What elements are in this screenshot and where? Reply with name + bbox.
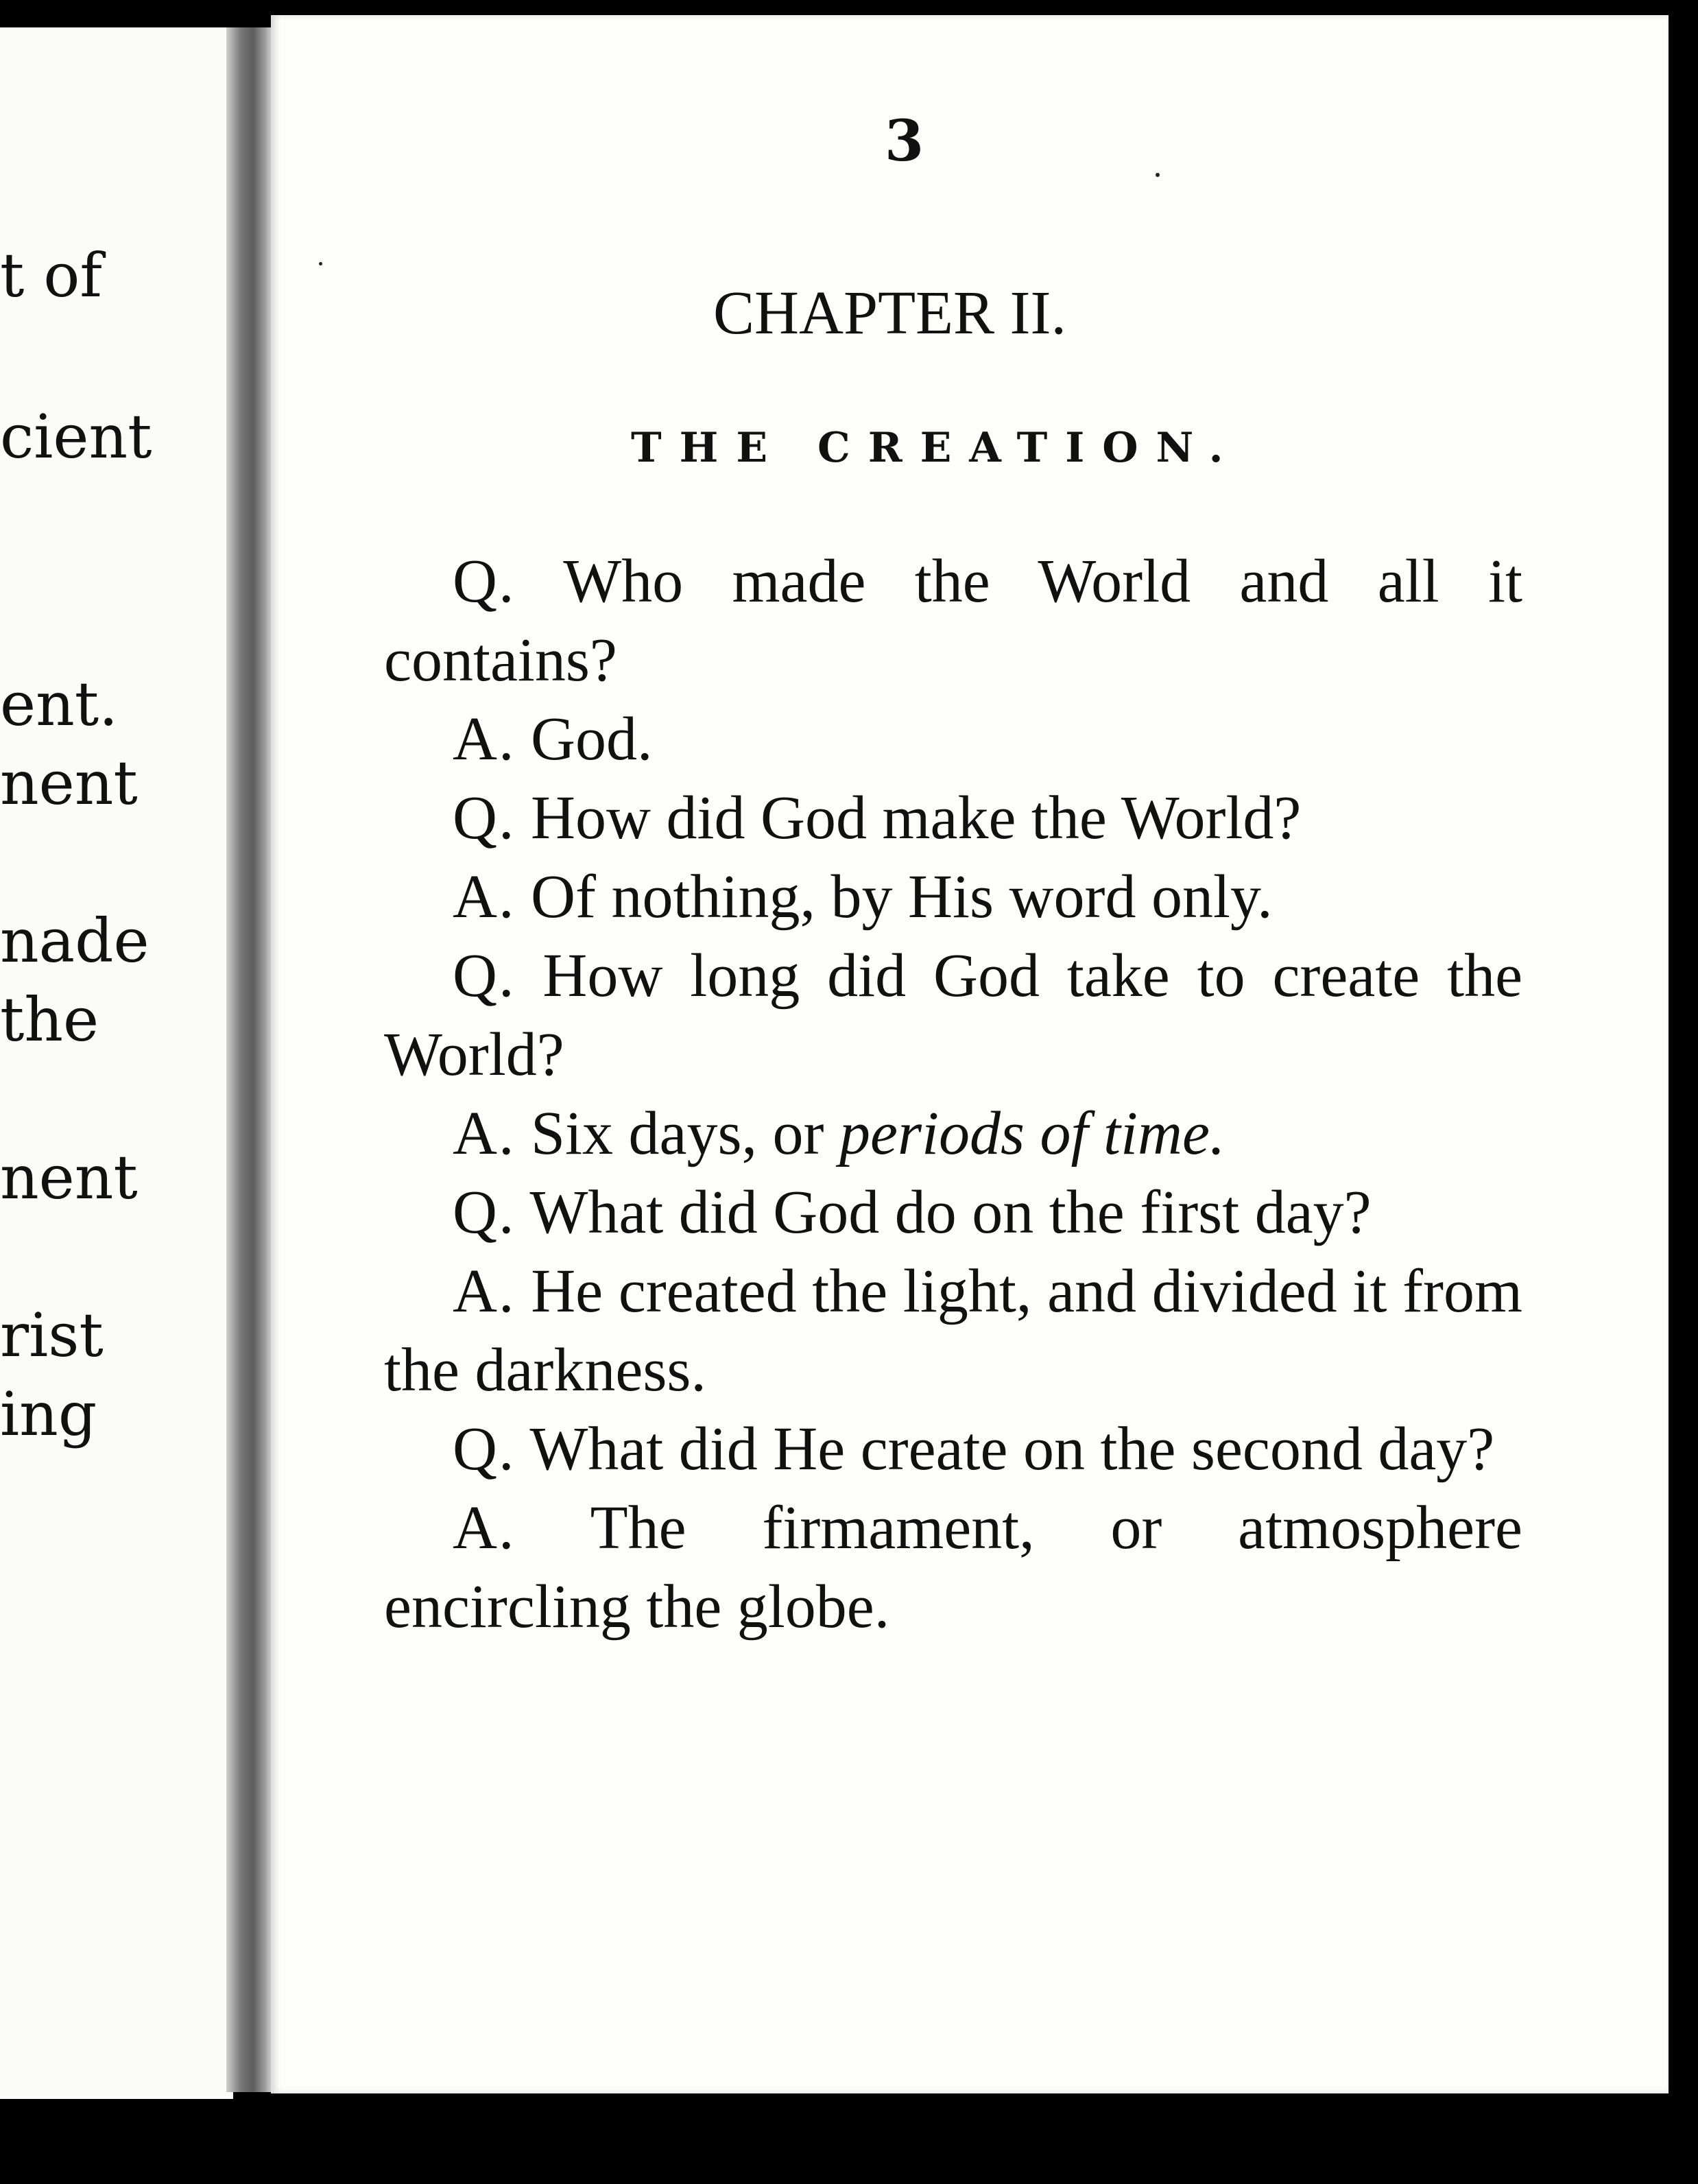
chapter-title: CHAPTER II.: [713, 279, 1066, 347]
left-page-line: nent: [0, 748, 138, 818]
paragraph-label: Q.: [453, 784, 516, 852]
left-page-line: t of: [0, 240, 102, 311]
paragraph-text: Six days, or: [531, 1100, 824, 1167]
paragraph-text: Of nothing, by His word only.: [531, 863, 1273, 931]
paragraph-text: The firmament, or atmosphere encircling the globe.: [384, 1494, 1523, 1641]
left-page-line: ent.: [0, 669, 119, 739]
paragraph-label: A.: [453, 1100, 516, 1167]
paragraph-label: A.: [453, 705, 516, 773]
paragraph-label: A.: [453, 1257, 516, 1325]
section-title: THE CREATION.: [631, 424, 1241, 472]
paragraph-label: Q.: [453, 1178, 516, 1246]
paragraph-italic-text: periods of time.: [839, 1100, 1225, 1167]
question-paragraph: [384, 936, 1522, 1094]
catechism-text: [384, 542, 1522, 1646]
left-page-line: nade: [0, 905, 150, 976]
question-paragraph: [384, 779, 1522, 857]
paragraph-text: He created the light, and divided it from the darkness.: [384, 1257, 1522, 1404]
paragraph-text: Who made the World and all it contains?: [384, 547, 1523, 694]
question-paragraph: [384, 542, 1522, 700]
paragraph-label: Q.: [453, 942, 516, 1010]
paragraph-text: What did God do on the first day?: [529, 1178, 1372, 1246]
answer-paragraph: [384, 700, 1522, 779]
paragraph-text: How did God make the World?: [531, 784, 1302, 852]
left-page-line: rist: [0, 1300, 104, 1370]
paragraph-text: How long did God take to create the World?: [384, 942, 1523, 1089]
paper-speck: [1156, 173, 1160, 177]
paragraph-label: Q.: [453, 547, 516, 615]
left-page-line: nent: [0, 1142, 138, 1213]
paragraph-label: A.: [453, 1494, 516, 1562]
answer-paragraph: [384, 857, 1522, 936]
paragraph-text: God.: [531, 705, 653, 773]
paper-speck: [319, 262, 322, 265]
left-page-line: ing: [0, 1379, 97, 1449]
left-page-line: cient: [0, 401, 152, 472]
question-paragraph: [384, 1173, 1522, 1252]
answer-paragraph: [384, 1094, 1522, 1173]
paragraph-text: What did He create on the second day?: [529, 1415, 1495, 1483]
previous-page-fragment: [0, 27, 233, 2099]
page-number: 3: [885, 108, 924, 174]
book-spine-gutter: [226, 27, 274, 2092]
paragraph-label: Q.: [453, 1415, 516, 1483]
left-page-line: the: [0, 984, 99, 1055]
answer-paragraph: [384, 1488, 1522, 1646]
question-paragraph: [384, 1410, 1522, 1488]
paragraph-label: A.: [453, 863, 516, 931]
answer-paragraph: [384, 1252, 1522, 1410]
